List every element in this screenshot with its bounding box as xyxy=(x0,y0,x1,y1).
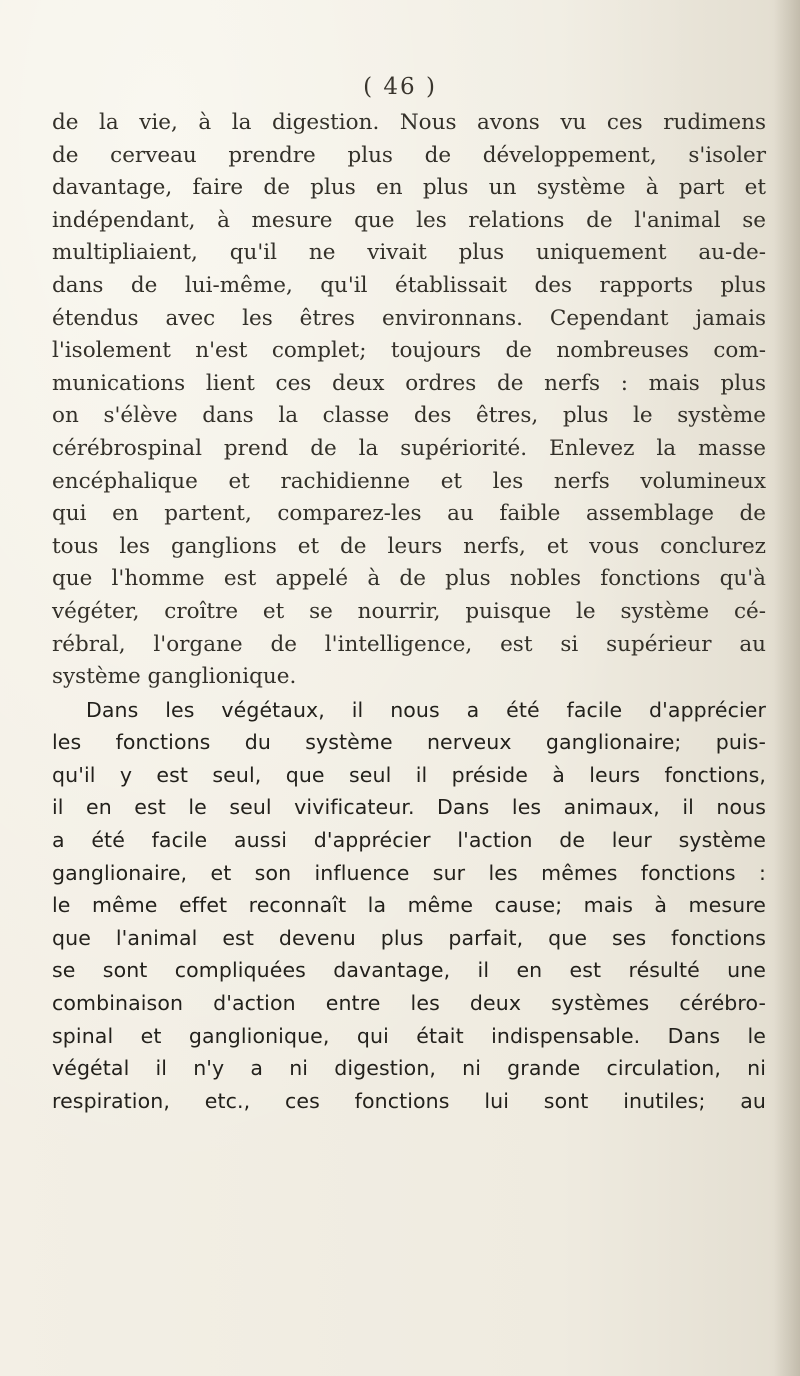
text-line: que l'homme est appelé à de plus nobles fonctions qu'à xyxy=(52,566,766,592)
text-line: respiration, etc., ces fonctions lui sont inutiles; au xyxy=(52,1088,766,1113)
text-line: il en est le seul vivificateur. Dans les animaux, il nous xyxy=(52,795,766,820)
text-line: végétal il n'y a ni digestion, ni grande circulation, ni xyxy=(52,1056,766,1081)
page-number: ( 46 ) xyxy=(363,74,437,100)
paragraph-1 xyxy=(52,107,766,694)
body-text xyxy=(52,107,766,1117)
text-line: munications lient ces deux ordres de nerfs : mais plus xyxy=(52,370,766,396)
text-line: davantage, faire de plus en plus un système à part et xyxy=(52,175,766,201)
text-line: ganglionaire, et son influence sur les mêmes fonctions : xyxy=(52,860,766,885)
text-line: indépendant, à mesure que les relations de l'animal se xyxy=(52,207,766,233)
text-line: que l'animal est devenu plus parfait, que ses fonctions xyxy=(52,925,766,950)
text-line: qui en partent, comparez-les au faible assemblage de xyxy=(52,501,766,527)
text-line: l'isolement n'est complet; toujours de nombreuses com- xyxy=(52,338,766,364)
text-line: tous les ganglions et de leurs nerfs, et vous conclurez xyxy=(52,533,766,559)
text-line: rébral, l'organe de l'intelligence, est si supérieur au xyxy=(52,631,766,657)
page-edge-shadow xyxy=(774,0,800,1376)
text-line: combinaison d'action entre les deux systèmes cérébro- xyxy=(52,991,766,1016)
text-line: multipliaient, qu'il ne vivait plus uniquement au-de- xyxy=(52,240,766,266)
text-line: étendus avec les êtres environnans. Cependant jamais xyxy=(52,305,766,331)
text-line: de la vie, à la digestion. Nous avons vu ces rudimens xyxy=(52,110,766,135)
text-line: encéphalique et rachidienne et les nerfs volumineux xyxy=(52,468,766,494)
text-line: système ganglionique. xyxy=(52,664,297,690)
text-line: Dans les végétaux, il nous a été facile d'apprécier xyxy=(86,697,766,722)
text-line: on s'élève dans la classe des êtres, plus le système xyxy=(52,403,766,429)
text-line: a été facile aussi d'apprécier l'action de leur système xyxy=(52,828,766,853)
text-line: qu'il y est seul, que seul il préside à leurs fonctions, xyxy=(52,762,766,787)
text-line: se sont compliquées davantage, il en est résulté une xyxy=(52,958,766,983)
text-line: dans de lui-même, qu'il établissait des rapports plus xyxy=(52,272,766,298)
text-line: les fonctions du système nerveux ganglionaire; puis- xyxy=(52,730,766,755)
text-line: spinal et ganglionique, qui était indispensable. Dans le xyxy=(52,1023,766,1048)
text-line: végéter, croître et se nourrir, puisque le système cé- xyxy=(52,598,766,624)
paragraph-2 xyxy=(52,694,766,1118)
text-line: de cerveau prendre plus de développement, s'isoler xyxy=(52,142,766,168)
text-line: le même effet reconnaît la même cause; mais à mesure xyxy=(52,893,766,918)
text-line: cérébrospinal prend de la supériorité. Enlevez la masse xyxy=(52,435,766,461)
